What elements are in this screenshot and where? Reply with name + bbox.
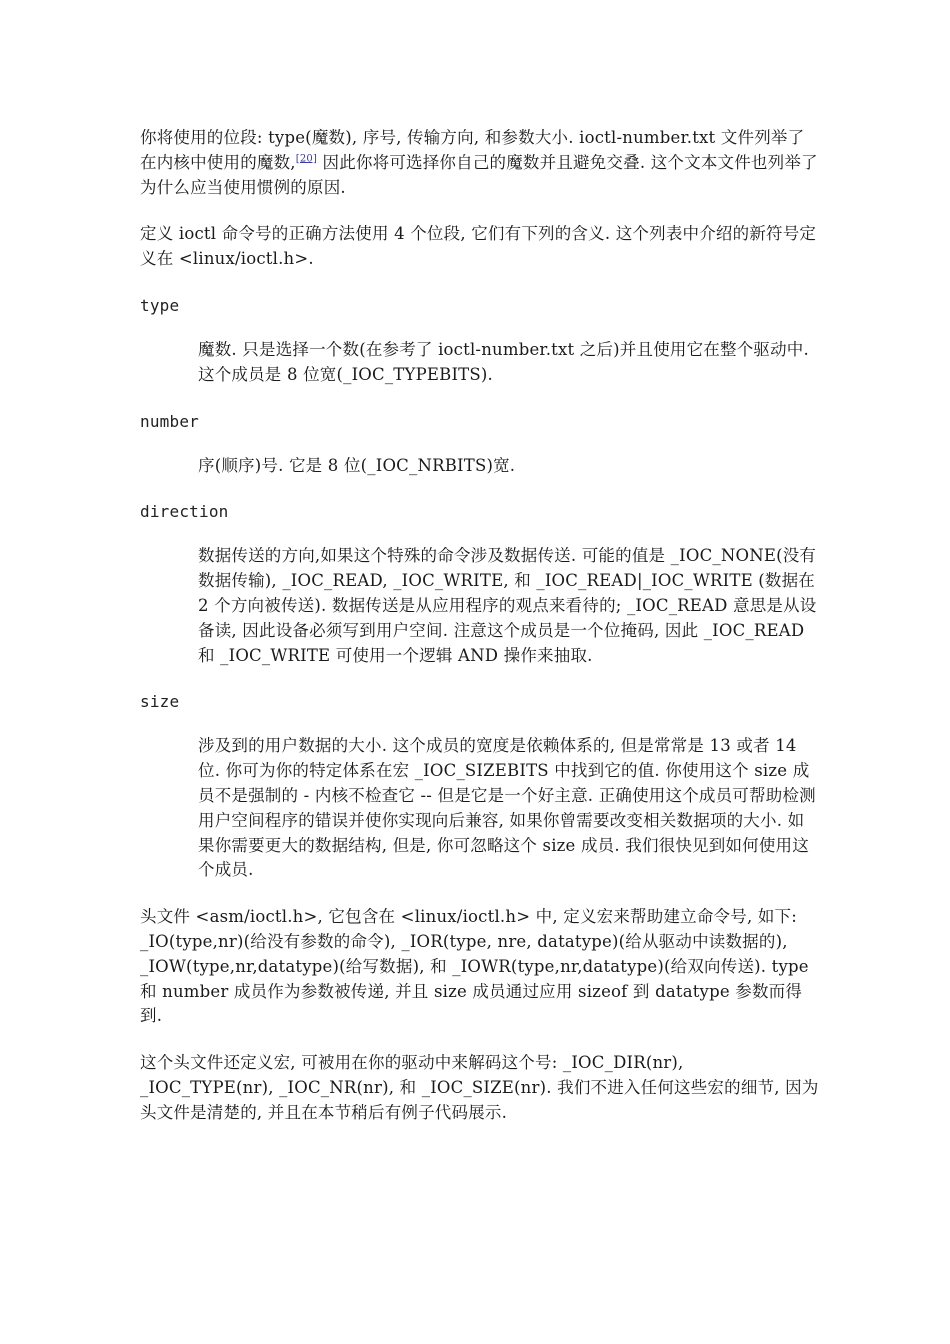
field-desc-size: 涉及到的用户数据的大小. 这个成员的宽度是依赖体系的, 但是常常是 13 或者 14 位. 你可为你的特定体系在宏 _IOC_SIZEBITS 中找到它的值. 你使用这个 size 成员不是强制的 - 内核不检查它 -- 但是它是一个好主意. 正确使用这个成员可帮助检测用户空间程序的错误并使你实现向后兼容, 如果你曾需要改变相关数据项的大小. 如果你需要更大的数据结构, 但是, 你可忽略这个 size 成员. 我们很快见到如何使用这个成员. [198, 736, 816, 880]
document-body [140, 126, 820, 1148]
intro-text-1b: 因此你将可选择你自己的魔数并且避免交叠. 这个文本文件也列举了为什么应当使用惯例的原因. [140, 152, 818, 197]
intro-text-1a: 你将使用的位段: type(魔数), 序号, 传输方向, 和参数大小. ioctl-number.txt 文件列举了在内核中使用的魔数, [140, 128, 805, 172]
field-desc-number: 序(顺序)号. 它是 8 位(_IOC_NRBITS)宽. [198, 455, 516, 475]
outro-paragraph-2: 这个头文件还定义宏, 可被用在你的驱动中来解码这个号: _IOC_DIR(nr), _IOC_TYPE(nr), _IOC_NR(nr), 和 _IOC_SIZE(nr). 我们不进入任何这些宏的细节, 因为头文件是清楚的, 并且在本节稍后有例子代码展示. [140, 1053, 819, 1122]
field-term-number: number [140, 411, 199, 431]
outro-paragraph-1: 头文件 <asm/ioctl.h>, 它包含在 <linux/ioctl.h> 中, 定义宏来帮助建立命令号, 如下: _IO(type,nr)(给没有参数的命令), _IOR(type, nre, datatype)(给从驱动中读数据的), _IOW(type,nr,datatype)(给写数据), 和 _IOWR(type,nr,datatype)(给双向传送). type 和 number 成员作为参数被传递, 并且 size 成员通过应用 sizeof 到 datatype 参数而得到. [140, 907, 809, 1026]
field-desc-type: 魔数. 只是选择一个数(在参考了 ioctl-number.txt 之后)并且使用它在整个驱动中. 这个成员是 8 位宽(_IOC_TYPEBITS). [198, 339, 809, 384]
intro-paragraph-2: 定义 ioctl 命令号的正确方法使用 4 个位段, 它们有下列的含义. 这个列表中介绍的新符号定义在 <linux/ioctl.h>. [140, 224, 817, 269]
footnote-link[interactable]: [20] [295, 153, 318, 165]
field-term-type: type [140, 295, 180, 315]
field-desc-direction: 数据传送的方向,如果这个特殊的命令涉及数据传送. 可能的值是 _IOC_NONE(没有数据传输), _IOC_READ, _IOC_WRITE, 和 _IOC_READ|_IOC_WRITE (数据在 2 个方向被传送). 数据传送是从应用程序的观点来看待的; _IOC_READ 意思是从设备读, 因此设备必须写到用户空间. 注意这个成员是一个位掩码, 因此 _IOC_READ 和 _IOC_WRITE 可使用一个逻辑 AND 操作来抽取. [198, 546, 817, 665]
intro-paragraph-1 [140, 126, 820, 200]
field-term-direction: direction [140, 502, 229, 522]
field-term-size: size [140, 692, 180, 712]
